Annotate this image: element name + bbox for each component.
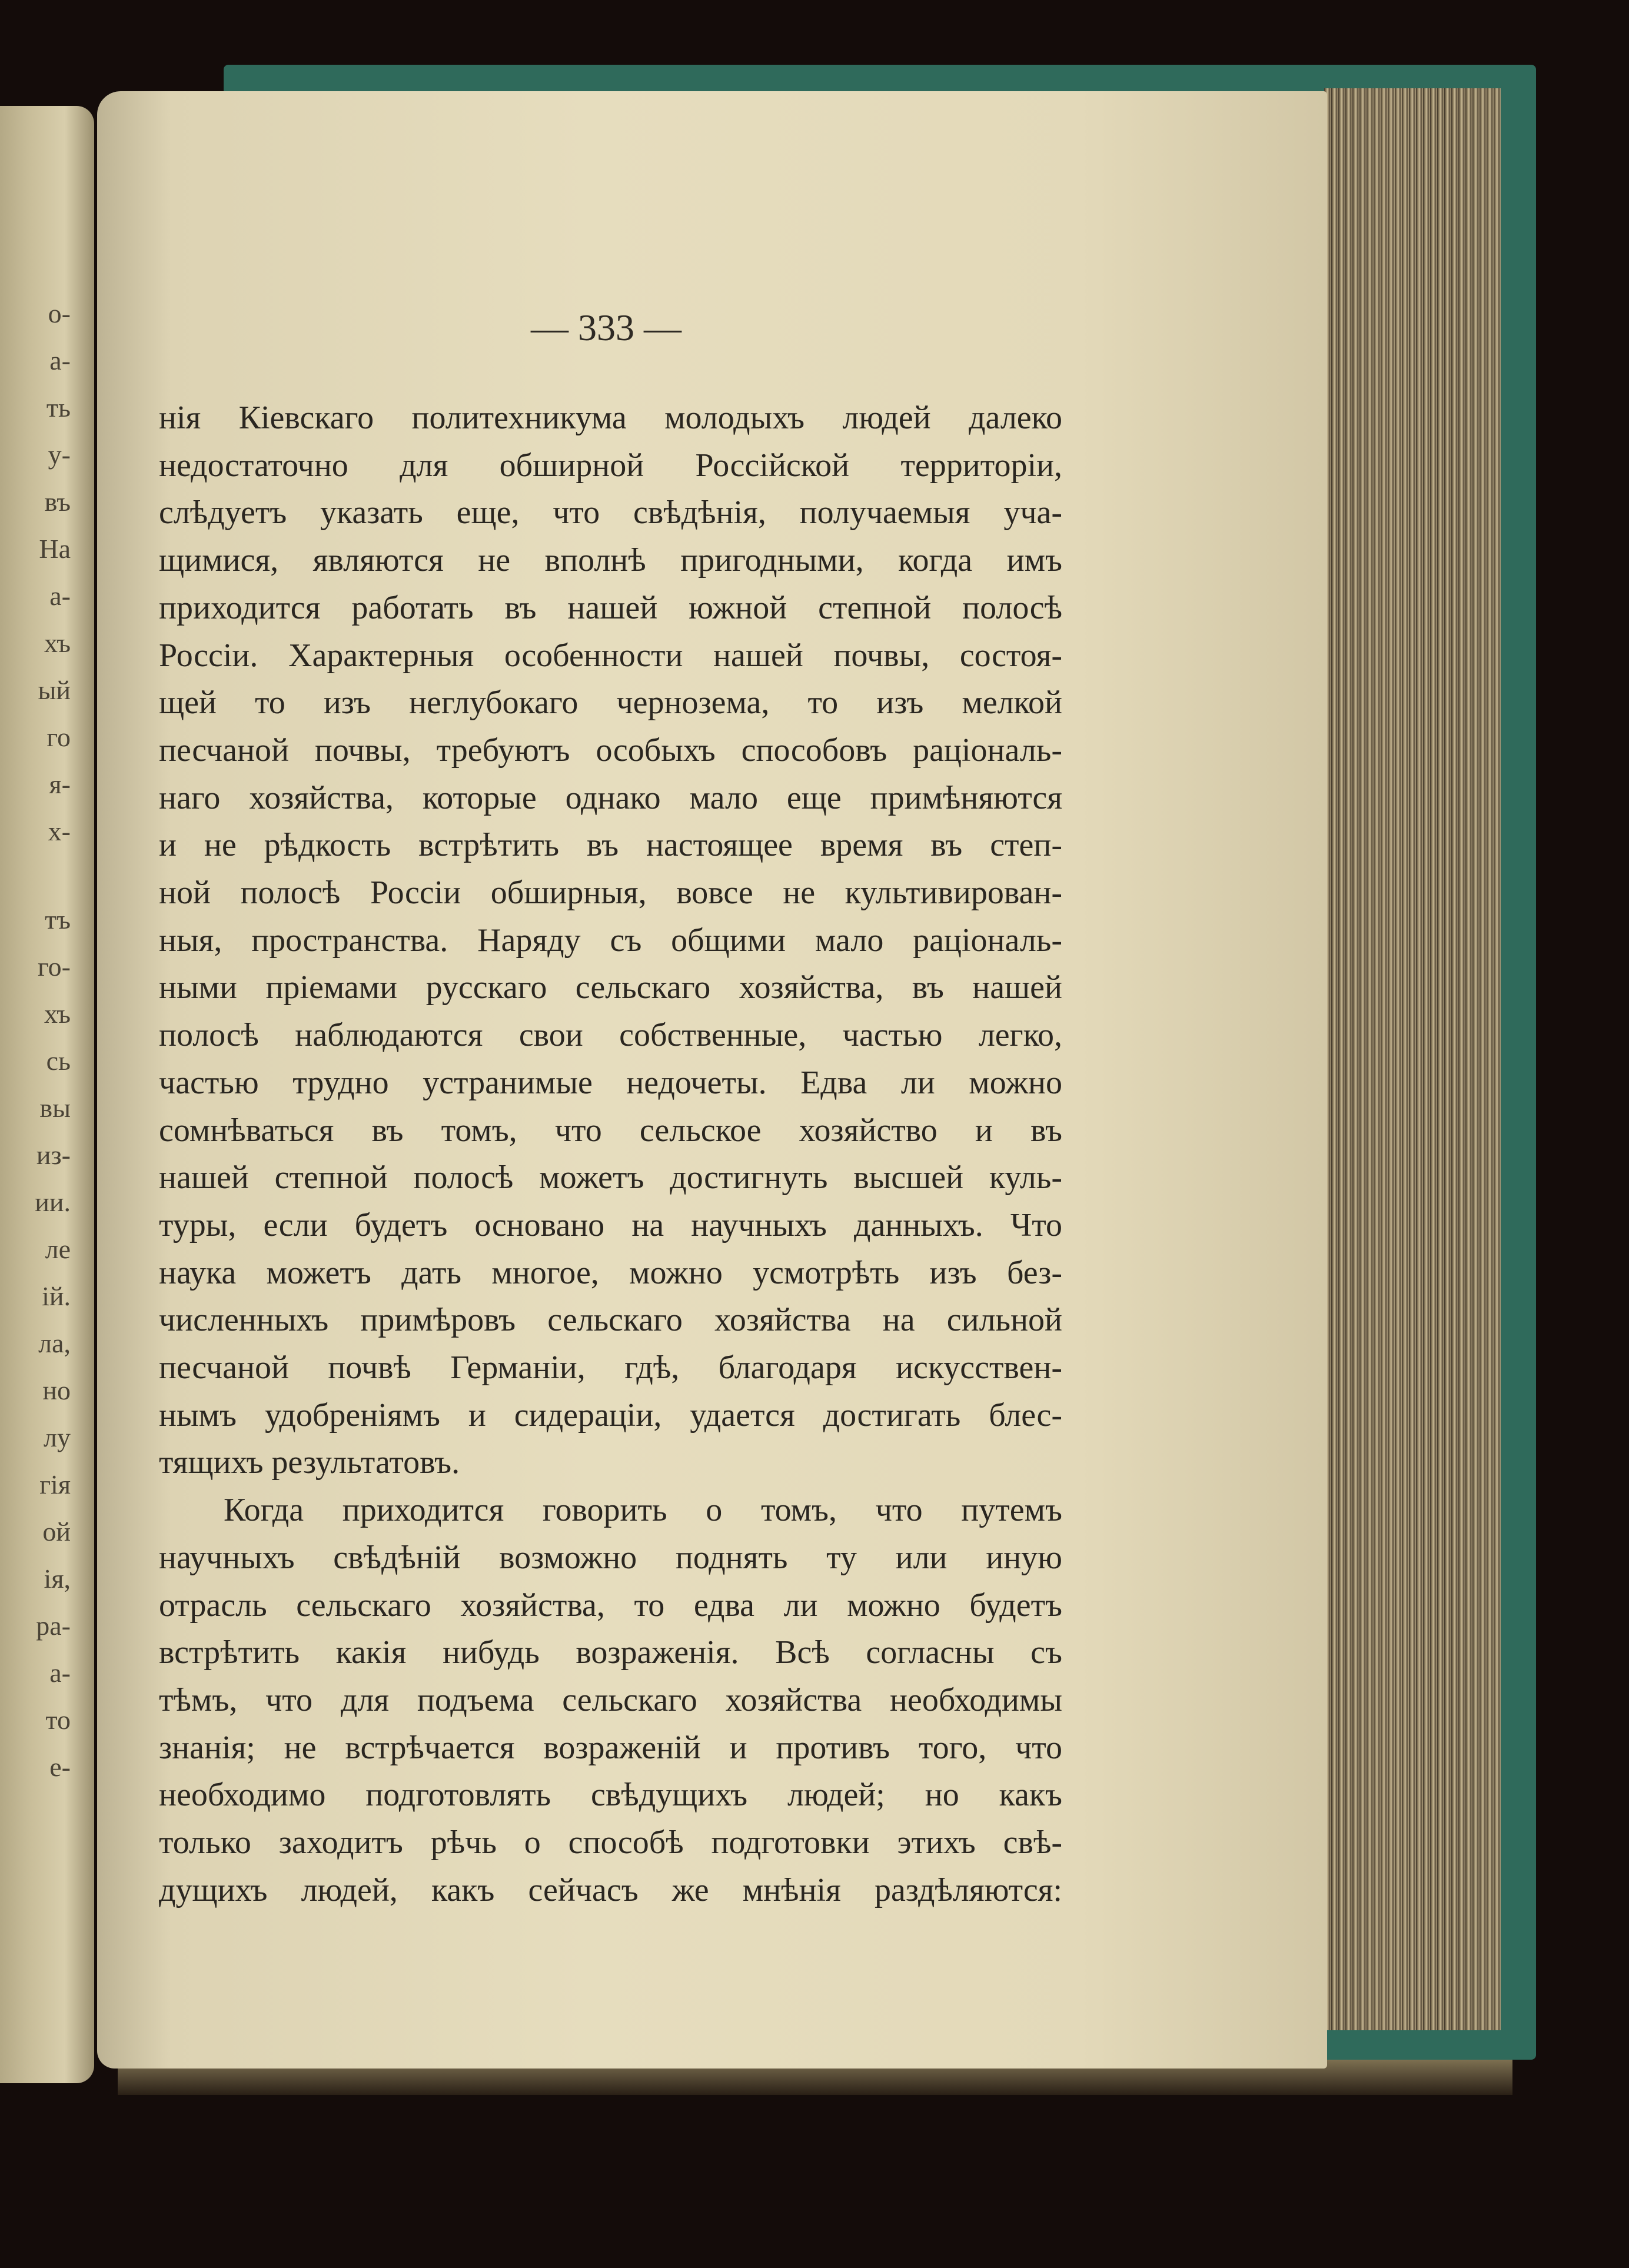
text-line: приходится работать въ нашей южной степной полосѣ xyxy=(159,589,1062,626)
text-line: наго хозяйства, которые однако мало еще примѣняются xyxy=(159,779,1062,816)
text-line: дущихъ людей, какъ сейчасъ же мнѣнія раздѣляются: xyxy=(159,1871,1062,1908)
text-line: песчаной почвы, требуютъ особыхъ способовъ раціональ- xyxy=(159,731,1062,769)
text-line: тѣмъ, что для подъема сельскаго хозяйства необходимы xyxy=(159,1681,1062,1718)
left-page-fragment: ра- xyxy=(36,1611,71,1641)
left-page-fragment: я- xyxy=(49,769,71,799)
text-line: и не рѣдкость встрѣтить въ настоящее время въ степ- xyxy=(159,827,1062,864)
text-line: отрасль сельскаго хозяйства, то едва ли можно будетъ xyxy=(159,1587,1062,1624)
left-page-fragment: го- xyxy=(37,952,71,982)
left-page xyxy=(0,106,94,2083)
text-line: Россіи. Характерныя особенности нашей почвы, состоя- xyxy=(159,637,1062,674)
left-page-fragment: тъ xyxy=(45,904,71,935)
left-page-fragment: На xyxy=(39,534,71,564)
text-line: нымъ удобреніямъ и сидераціи, удается достигать блес- xyxy=(159,1396,1062,1434)
text-line: ными пріемами русскаго сельскаго хозяйства, въ нашей xyxy=(159,969,1062,1006)
text-line: только заходитъ рѣчь о способѣ подготовки этихъ свѣ- xyxy=(159,1824,1062,1861)
left-page-fragment: х- xyxy=(48,816,71,846)
left-page-fragment: то xyxy=(45,1705,71,1735)
left-page-fragment: из- xyxy=(36,1140,71,1170)
page-edges xyxy=(1324,88,1501,2030)
text-line: нія Кіевскаго политехникума молодыхъ людей далеко xyxy=(159,400,1062,436)
left-page-fragment: ии. xyxy=(35,1187,71,1217)
left-page-fragment: но xyxy=(42,1375,71,1405)
left-page-fragment: ія, xyxy=(44,1564,71,1594)
text-line: Когда приходится говорить о томъ, что путемъ xyxy=(224,1492,1062,1529)
text-line: недостаточно для обширной Россійской территоріи, xyxy=(159,447,1062,484)
text-line: ныя, пространства. Наряду съ общими мало раціональ- xyxy=(159,922,1062,959)
text-line: слѣдуетъ указать еще, что свѣдѣнія, получаемыя уча- xyxy=(159,494,1062,531)
text-line: сомнѣваться въ томъ, что сельское хозяйство и въ xyxy=(159,1112,1062,1149)
text-line: нашей степной полосѣ можетъ достигнуть высшей куль- xyxy=(159,1159,1062,1196)
left-page-fragment: сь xyxy=(46,1046,71,1076)
left-page-fragment: у- xyxy=(48,440,71,470)
page-number: — 333 — xyxy=(531,307,681,348)
text-line: знанія; не встрѣчается возраженій и противъ того, что xyxy=(159,1729,1062,1766)
text-line: научныхъ свѣдѣній возможно поднять ту или иную xyxy=(159,1539,1062,1576)
left-page-fragment: лу xyxy=(44,1422,71,1452)
left-page-fragment: вы xyxy=(39,1093,71,1123)
left-page-fragment: а- xyxy=(49,1658,71,1688)
left-page-fragment: го xyxy=(46,722,71,752)
left-page-fragment: гія xyxy=(39,1469,71,1499)
left-page-fragment: е- xyxy=(49,1752,71,1782)
text-line: частью трудно устранимые недочеты. Едва ли можно xyxy=(159,1064,1062,1101)
left-page-fragment: ой xyxy=(42,1517,71,1547)
left-page-fragment: ле xyxy=(45,1234,71,1264)
text-line: численныхъ примѣровъ сельскаго хозяйства на сильной xyxy=(159,1302,1062,1339)
text-line: тящихъ результатовъ. xyxy=(159,1444,460,1481)
left-page-fragment: а- xyxy=(49,345,71,375)
left-page-fragment: въ xyxy=(44,487,71,517)
left-page-fragment: а- xyxy=(49,581,71,611)
text-line: встрѣтить какія нибудь возраженія. Всѣ согласны съ xyxy=(159,1634,1062,1671)
text-line: полосѣ наблюдаются свои собственные, частью легко, xyxy=(159,1017,1062,1054)
left-page-fragment: хъ xyxy=(44,999,71,1029)
text-line: ной полосѣ Россіи обширныя, вовсе не культивирован- xyxy=(159,874,1062,911)
text-line: необходимо подготовлять свѣдущихъ людей; но какъ xyxy=(159,1777,1062,1814)
left-page-fragment: о- xyxy=(48,298,71,328)
text-line: щимися, являются не вполнѣ пригодными, когда имъ xyxy=(159,542,1062,579)
text-line: туры, если будетъ основано на научныхъ данныхъ. Что xyxy=(159,1206,1062,1243)
text-line: щей то изъ неглубокаго чернозема, то изъ мелкой xyxy=(159,684,1062,721)
left-page-fragment: хъ xyxy=(44,628,71,658)
left-page-fragment: ть xyxy=(46,393,71,423)
left-page-fragment: ый xyxy=(38,675,71,705)
text-line: наука можетъ дать многое, можно усмотрѣть изъ без- xyxy=(159,1254,1062,1291)
left-page-fragment: ла, xyxy=(38,1328,71,1358)
text-line: песчаной почвѣ Германіи, гдѣ, благодаря искусствен- xyxy=(159,1349,1062,1386)
left-page-fragment: ій. xyxy=(42,1281,71,1311)
